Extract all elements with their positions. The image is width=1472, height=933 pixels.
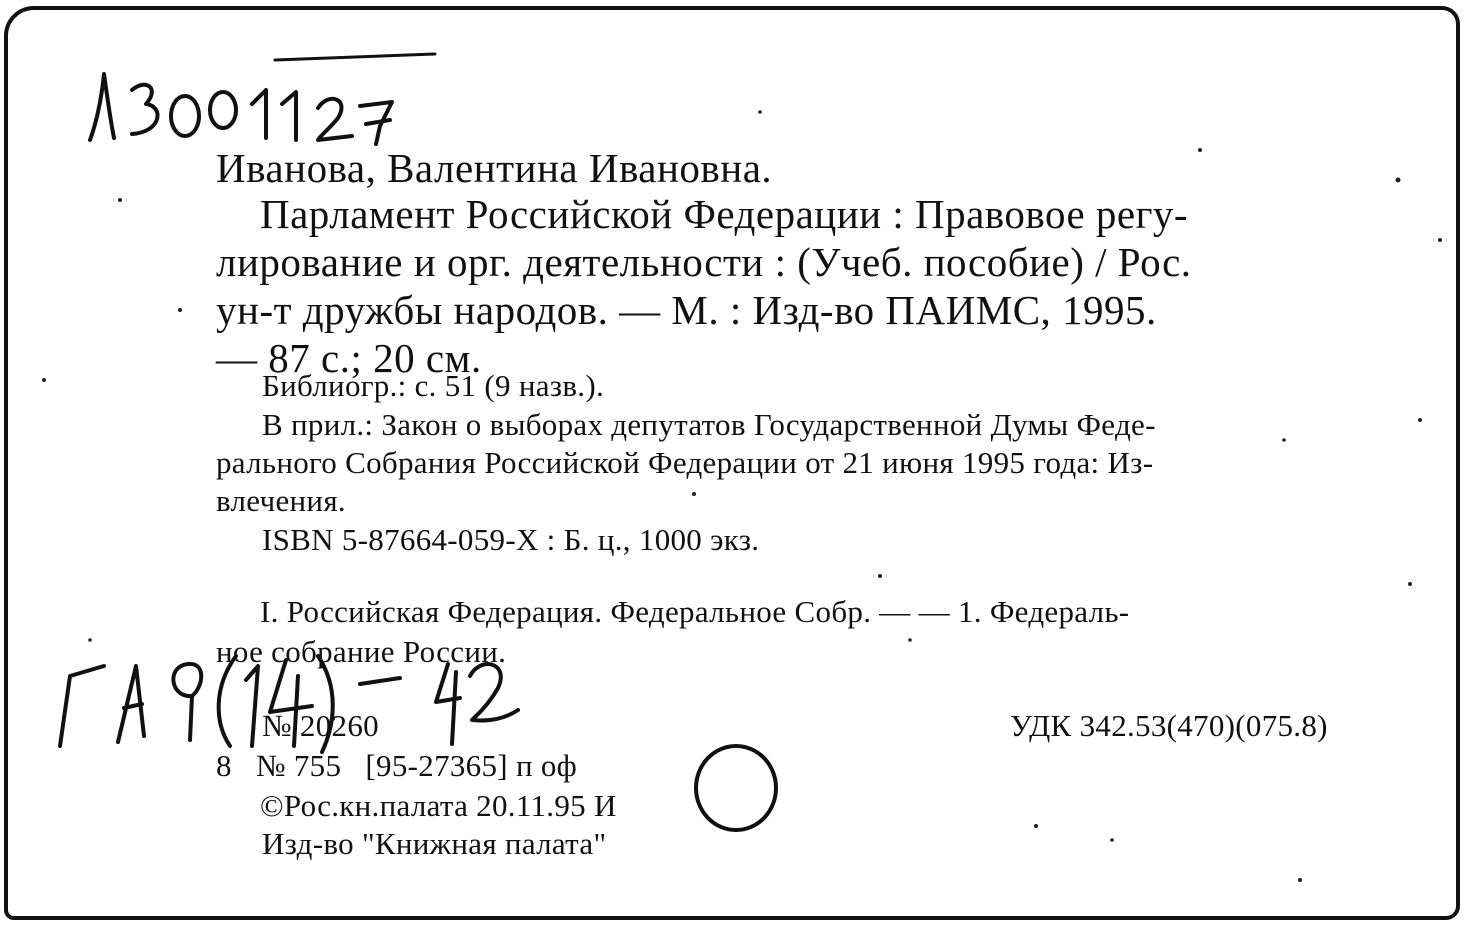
subject-line-2: ное собрание России.	[216, 634, 507, 669]
title-line-3: ун-т дружбы народов. — М. : Изд-во ПАИМС, 1995.	[216, 287, 1157, 333]
isbn-line: ISBN 5-87664-059-X : Б. ц., 1000 экз.	[262, 522, 760, 557]
copyright-line: ©Рос.кн.палата 20.11.95 И	[260, 788, 617, 823]
appendix-line-1: В прил.: Закон о выборах депутатов Государственной Думы Феде-	[262, 407, 1156, 442]
title-line-1: Парламент Российской Федерации : Правовое регу-	[260, 191, 1189, 237]
udc-index: УДК 342.53(470)(075.8)	[1010, 708, 1328, 743]
bibliography-note: Библиогр.: с. 51 (9 назв.).	[262, 368, 605, 403]
appendix-line-2: рального Собрания Российской Федерации от 21 июня 1995 года: Из-	[216, 445, 1154, 480]
title-line-4: — 87 с.; 20 см.	[216, 335, 482, 381]
title-line-2: лирование и орг. деятельности : (Учеб. пособие) / Рос.	[216, 239, 1192, 285]
author-heading: Иванова, Валентина Ивановна.	[216, 145, 773, 191]
subject-line-1: I. Российская Федерация. Федеральное Собр. — — 1. Федераль-	[260, 594, 1130, 629]
publisher-line: Изд-во "Книжная палата"	[262, 826, 607, 861]
appendix-line-3: влечения.	[216, 483, 346, 518]
imprint-line: 8 № 755 [95-27365] п оф	[216, 748, 578, 783]
record-number: № 20260	[262, 708, 379, 743]
